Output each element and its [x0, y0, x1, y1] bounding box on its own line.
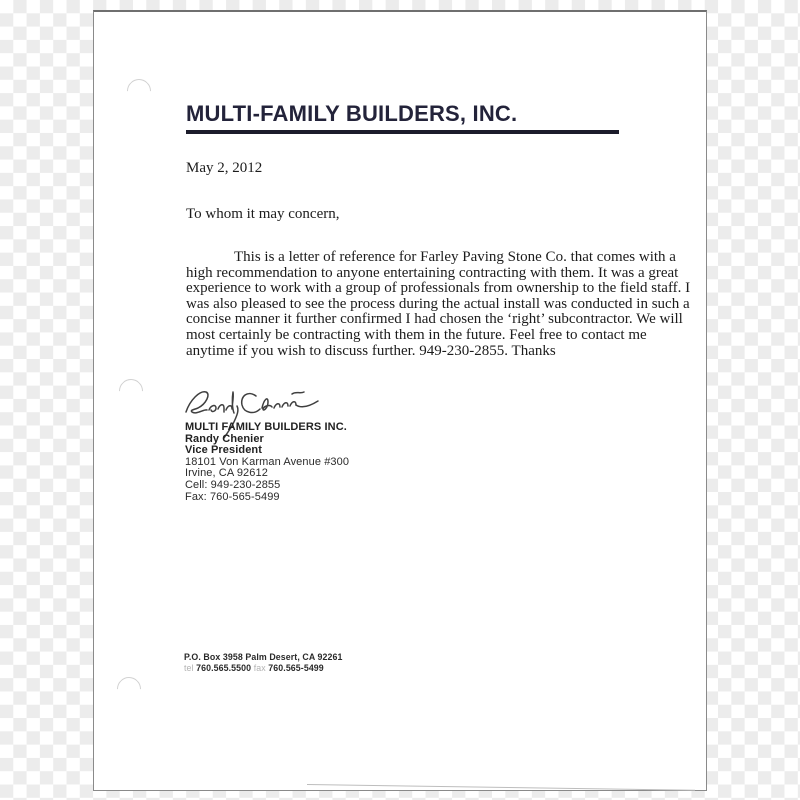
hole-punch-bottom [112, 672, 146, 706]
signer-fax: Fax: 760-565-5499 [185, 490, 280, 503]
body-line: anytime if you wish to discuss further. 949-230-2855. Thanks [186, 342, 556, 359]
letter-date: May 2, 2012 [186, 160, 263, 176]
signature-block [185, 422, 349, 503]
footer-fax-label: fax [253, 662, 266, 673]
signer-cell: Cell: 949-230-2855 [185, 478, 281, 491]
footer-tel-number: 760.565.5500 [196, 662, 252, 673]
letterhead-underline [186, 130, 619, 134]
body-line: concise manner it further confirmed I had chosen the ‘right’ subcontractor. We will [186, 311, 683, 328]
letter-footer [184, 652, 343, 673]
hole-punch-top [122, 74, 156, 108]
body-line: experience to work with a group of professionals from ownership to the field staff. I [186, 280, 691, 297]
footer-tel-label: tel [184, 662, 194, 673]
scanned-letter-page [93, 10, 707, 791]
hole-punch-middle [114, 374, 148, 408]
footer-fax-number: 760.565-5499 [268, 662, 324, 673]
body-line: high recommendation to anyone entertaining contracting with them. It was a great [186, 264, 679, 281]
signer-company: MULTI FAMILY BUILDERS INC. [185, 421, 347, 433]
body-line: was also pleased to see the process during the actual install was conducted in such a [186, 295, 690, 312]
footer-contacts [184, 663, 343, 674]
letter-body [186, 249, 691, 359]
letter-salutation: To whom it may concern, [186, 206, 340, 222]
body-line: This is a letter of reference for Farley Paving Stone Co. that comes with a [234, 249, 676, 265]
scan-artifact-line [307, 784, 695, 791]
signer-name: Randy Chenier [185, 432, 264, 445]
signer-address-line1: 18101 Von Karman Avenue #300 [185, 455, 350, 468]
letterhead-company-title: MULTI-FAMILY BUILDERS, INC. [186, 101, 518, 126]
body-line: most certainly be contracting with them in the future. Feel free to contact me [186, 326, 647, 343]
signer-address-line2: Irvine, CA 92612 [185, 467, 268, 480]
footer-address: P.O. Box 3958 Palm Desert, CA 92261 [184, 652, 343, 662]
signer-title: Vice President [185, 444, 263, 457]
